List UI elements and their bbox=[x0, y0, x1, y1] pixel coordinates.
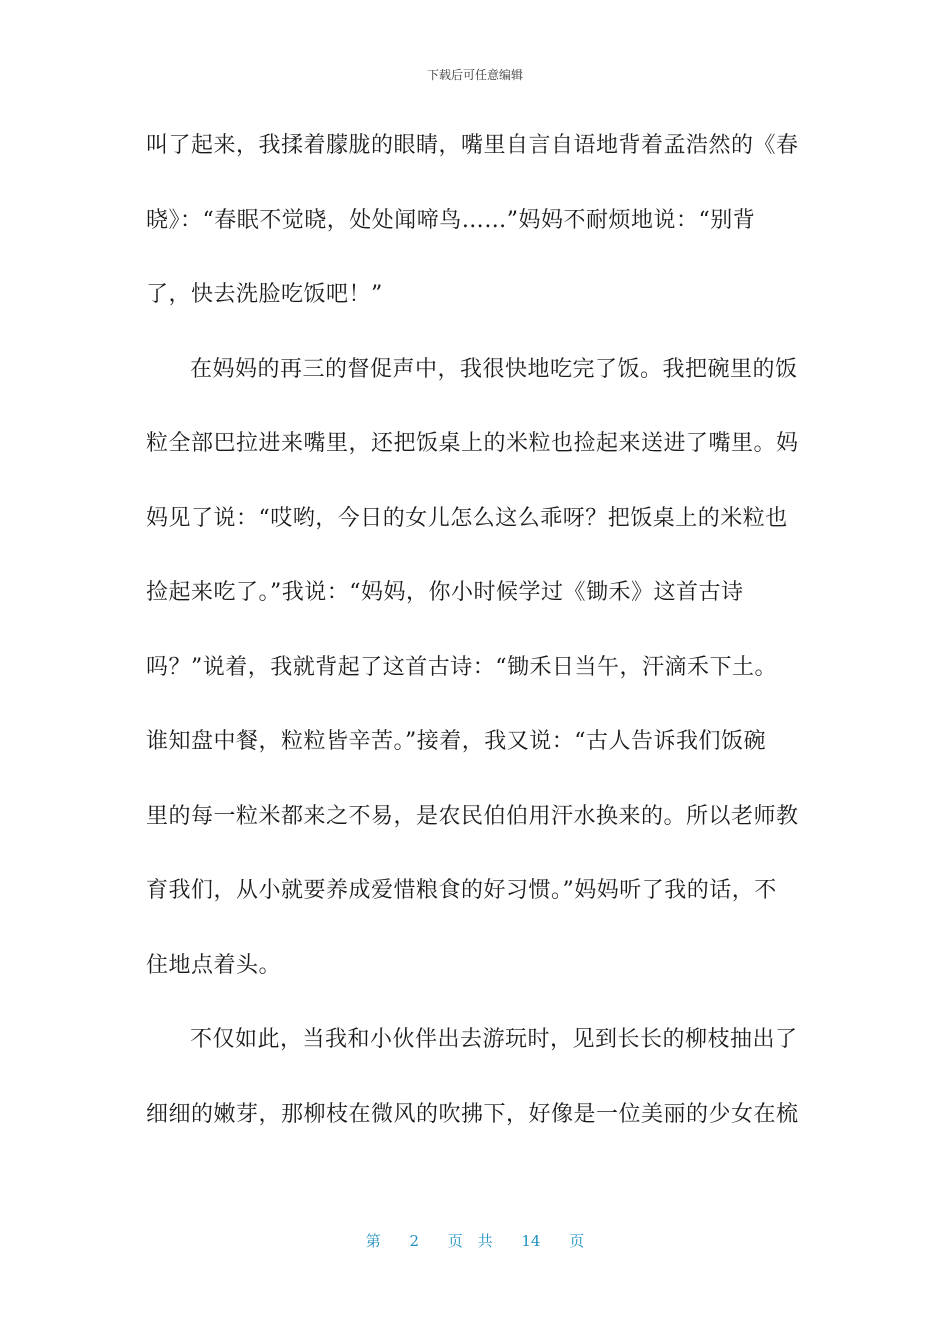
text-line: 住地点着头。 bbox=[146, 952, 282, 978]
document-body bbox=[146, 124, 799, 1167]
footer-total-pages: 14 bbox=[521, 1232, 541, 1250]
page-footer bbox=[0, 1230, 950, 1251]
text-line: 吗？”说着，我就背起了这首古诗：“锄禾日当午，汗滴禾下土。 bbox=[146, 654, 777, 680]
footer-current-page: 2 bbox=[409, 1232, 420, 1250]
text-line: 育我们，从小就要养成爱惜粮食的好习惯。”妈妈听了我的话，不 bbox=[146, 878, 777, 903]
text-line: 了，快去洗脸吃饭吧！” bbox=[146, 282, 383, 307]
text-line: 晓》：“春眠不觉晓，处处闻啼鸟……”妈妈不耐烦地说：“别背 bbox=[146, 207, 756, 233]
text-line: 叫了起来，我揉着朦胧的眼睛，嘴里自言自语地背着孟浩然的《春 bbox=[146, 133, 799, 158]
footer-suffix: 页 bbox=[569, 1232, 585, 1250]
text-line: 里的每一粒米都来之不易，是农民伯伯用汗水换来的。所以老师教 bbox=[146, 803, 799, 829]
footer-middle: 页 共 bbox=[447, 1232, 493, 1250]
paragraph-start-line: 在妈妈的再三的督促声中，我很快地吃完了饭。我把碗里的饭 bbox=[190, 356, 798, 382]
paragraph-start-line: 不仅如此，当我和小伙伴出去游玩时，见到长长的柳枝抽出了 bbox=[190, 1027, 798, 1052]
text-line: 细细的嫩芽，那柳枝在微风的吹拂下，好像是一位美丽的少女在梳 bbox=[146, 1101, 799, 1127]
text-line: 谁知盘中餐，粒粒皆辛苦。”接着，我又说：“古人告诉我们饭碗 bbox=[146, 729, 766, 754]
text-line: 粒全部巴拉进来嘴里，还把饭桌上的米粒也捡起来送进了嘴里。妈 bbox=[146, 431, 799, 456]
text-line: 捡起来吃了。”我说：“妈妈，你小时候学过《锄禾》这首古诗 bbox=[146, 580, 744, 605]
text-line: 妈见了说：“哎哟，今日的女儿怎么这么乖呀？把饭桌上的米粒也 bbox=[146, 505, 788, 531]
page-header-note: 下载后可任意编辑 bbox=[426, 68, 523, 82]
footer-prefix: 第 bbox=[365, 1232, 381, 1250]
